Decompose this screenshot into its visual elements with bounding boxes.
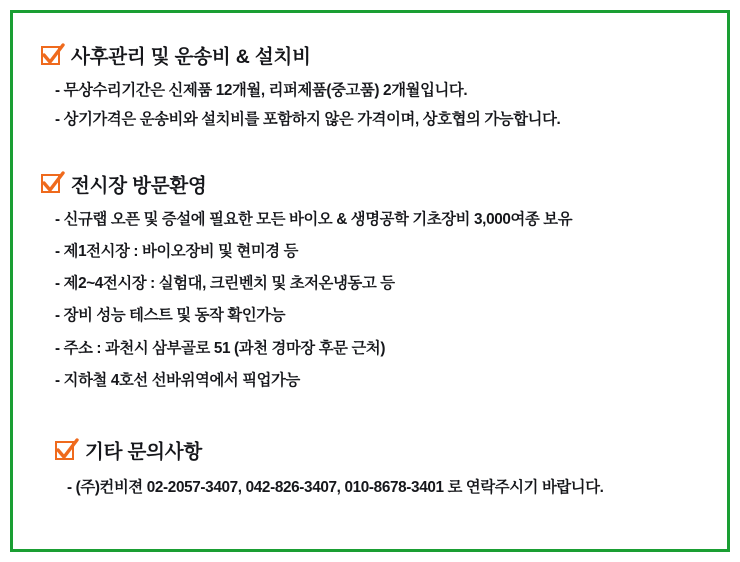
section-other-inquiries — [41, 436, 699, 495]
section-header — [41, 41, 699, 69]
section-title: 기타 문의사항 — [85, 441, 203, 464]
orange-check-box-icon — [41, 46, 60, 65]
list-item: - 주소 : 과천시 삼부골로 51 (과천 경마장 후문 근처) — [55, 339, 386, 357]
list-item: - 신규랩 오픈 및 증설에 필요한 모든 바이오 & 생명공학 기초장비 3,000여종 보유 — [55, 210, 573, 228]
list-item: - 무상수리기간은 신제품 12개월, 리퍼제품(중고품) 2개월입니다. — [55, 82, 468, 99]
section-item-list — [55, 480, 699, 495]
list-item: - 제1전시장 : 바이오장비 및 현미경 등 — [55, 242, 299, 260]
orange-check-box-icon — [41, 174, 60, 193]
section-showroom — [41, 170, 699, 389]
section-item-list — [41, 212, 699, 389]
list-item: - (주)컨비젼 02-2057-3407, 042-826-3407, 010-8678-3401 로 연락주시기 바랍니다. — [67, 479, 604, 497]
list-item: - 지하철 4호선 선바위역에서 픽업가능 — [55, 372, 300, 390]
section-item-list — [41, 83, 699, 128]
green-bordered-content-frame — [10, 10, 730, 552]
section-title: 전시장 방문환영 — [71, 174, 207, 197]
orange-check-box-icon — [55, 441, 74, 460]
section-title: 사후관리 및 운송비 & 설치비 — [71, 46, 311, 68]
section-header — [41, 170, 699, 198]
list-item: - 장비 성능 테스트 및 동작 확인가능 — [55, 307, 286, 325]
section-header — [55, 436, 699, 464]
list-item: - 제2~4전시장 : 실험대, 크린벤치 및 초저온냉동고 등 — [55, 275, 395, 293]
section-after-service — [41, 41, 699, 128]
list-item: - 상기가격은 운송비와 설치비를 포함하지 않은 가격이며, 상호협의 가능합니다. — [55, 111, 561, 129]
